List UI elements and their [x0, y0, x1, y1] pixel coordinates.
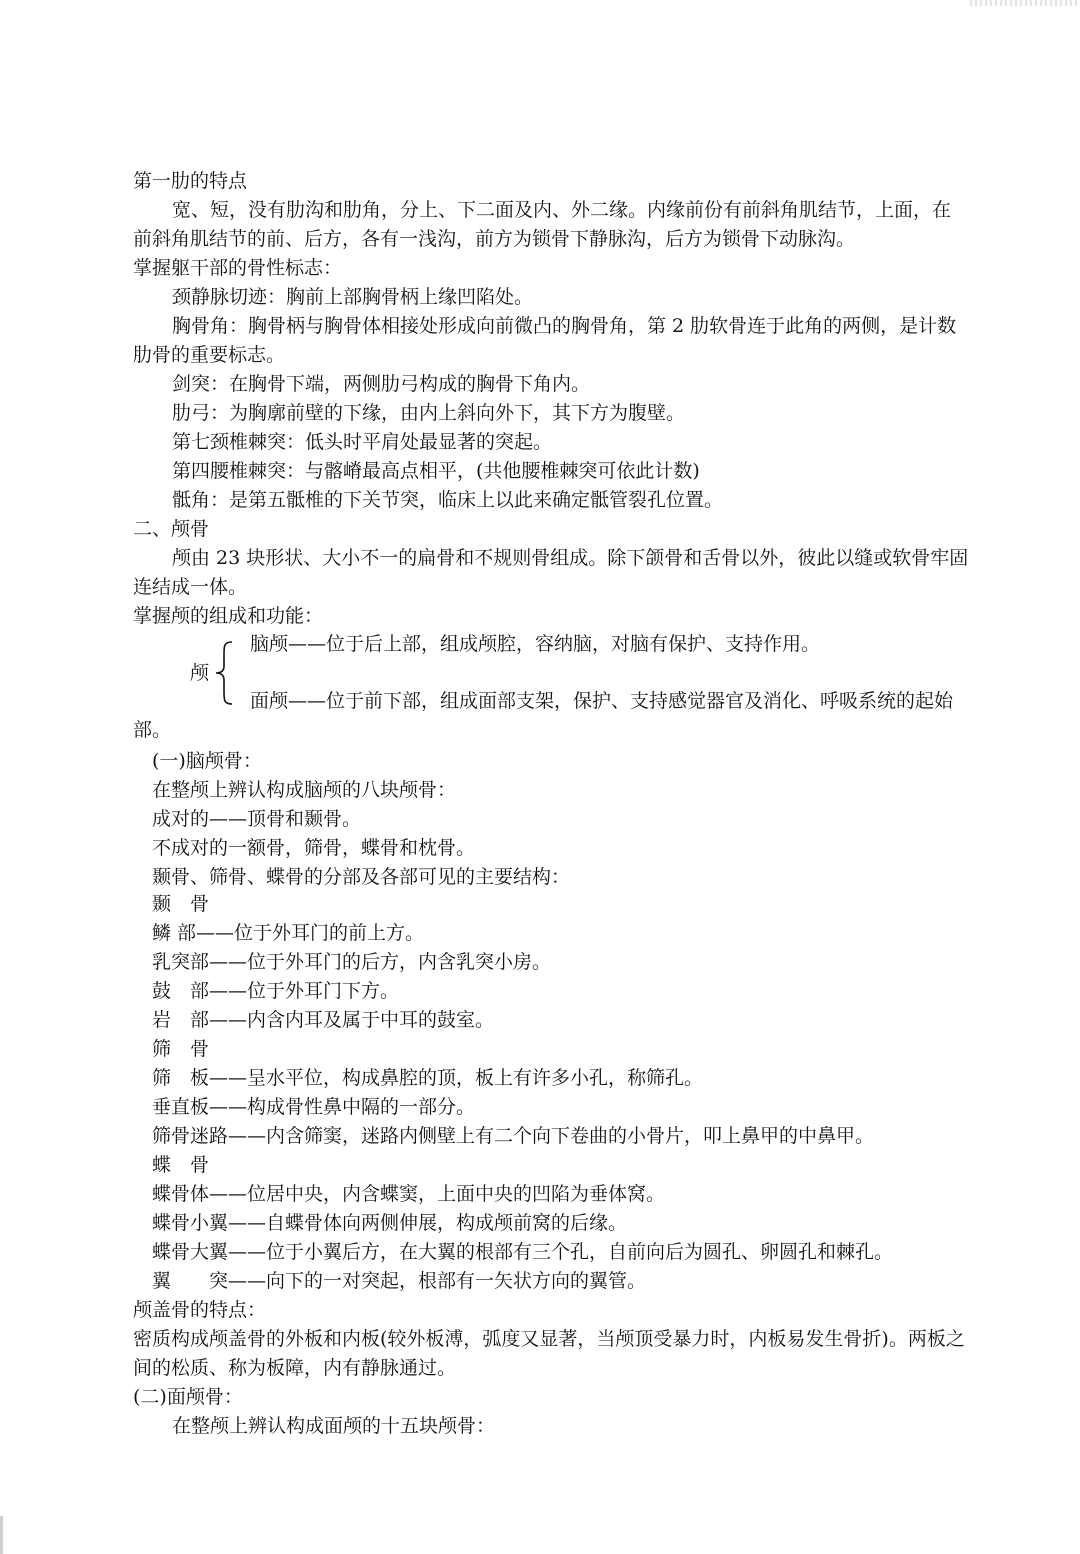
list-item: 剑突：在胸骨下端，两侧肋弓构成的胸骨下角内。: [172, 373, 591, 395]
bone-heading-sphenoid: 蝶 骨: [152, 1154, 210, 1176]
paragraph-line: 颅由 23 块形状、大小不一的扁骨和不规则骨组成。除下颌骨和舌骨以外，彼此以缝或软骨牢固: [172, 547, 969, 569]
heading-first-rib: 第一肋的特点: [133, 170, 248, 192]
curly-brace-icon: [212, 640, 234, 706]
list-item: 垂直板——构成骨性鼻中隔的一部分。: [152, 1096, 476, 1118]
scan-artifact-top: [970, 0, 1080, 6]
bone-heading-temporal: 颞 骨: [152, 893, 210, 915]
paragraph-line: 部。: [133, 719, 172, 741]
list-item: 蝶骨体——位居中央，内含蝶窦，上面中央的凹陷为垂体窝。: [152, 1183, 666, 1205]
list-item: 不成对的一额骨，筛骨，蝶骨和枕骨。: [152, 837, 476, 859]
subsection-heading-neurocranium: (一)脑颅骨：: [152, 750, 262, 772]
subsection-heading-viscerocranium: (二)面颅骨：: [133, 1386, 243, 1408]
paragraph-line: 前斜角肌结节的前、后方，各有一浅沟，前方为锁骨下静脉沟，后方为锁骨下动脉沟。: [133, 228, 856, 250]
paragraph-line: 在整颅上辨认构成面颅的十五块颅骨：: [172, 1415, 496, 1437]
list-item: 第四腰椎棘突：与髂嵴最高点相平，(共他腰椎棘突可依此计数): [172, 460, 700, 482]
heading-skull-composition: 掌握颅的组成和功能：: [133, 605, 324, 627]
section-heading-skull: 二、颅骨: [133, 518, 210, 540]
scan-artifact-left: [0, 1516, 3, 1554]
list-item-continuation: 肋骨的重要标志。: [133, 344, 286, 366]
paragraph-line: 在整颅上辨认构成脑颅的八块颅骨：: [152, 779, 457, 801]
list-item: 鳞 部——位于外耳门的前上方。: [152, 922, 425, 944]
brace-label-skull: 颅: [190, 662, 210, 684]
list-item: 肋弓：为胸廓前壁的下缘，由内上斜向外下，其下方为腹壁。: [172, 402, 686, 424]
heading-trunk-landmarks: 掌握躯干部的骨性标志：: [133, 257, 343, 279]
list-item: 第七颈椎棘突：低头时平肩处最显著的突起。: [172, 431, 553, 453]
paragraph-line: 密质构成颅盖骨的外板和内板(较外板溥，弧度又显著，当颅顶受暴力时，内板易发生骨折)。两板之: [133, 1328, 965, 1350]
list-item: 翼 突——向下的一对突起，根部有一矢状方向的翼管。: [152, 1270, 647, 1292]
paragraph-line: 间的松质、称为板障，内有静脉通过。: [133, 1357, 457, 1379]
brace-item-neurocranium: 脑颅——位于后上部，组成颅腔，容纳脑，对脑有保护、支持作用。: [250, 633, 821, 655]
list-item: 胸骨角：胸骨柄与胸骨体相接处形成向前微凸的胸骨角，第 2 肋软骨连于此角的两侧，是计数: [172, 315, 957, 337]
brace-item-viscerocranium: 面颅——位于前下部，组成面部支架，保护、支持感觉器官及消化、呼吸系统的起始: [250, 690, 954, 712]
list-item: 乳突部——位于外耳门的后方，内含乳突小房。: [152, 951, 552, 973]
paragraph-line: 宽、短，没有肋沟和肋角，分上、下二面及内、外二缘。内缘前份有前斜角肌结节，上面，在: [172, 199, 952, 221]
list-item: 骶角：是第五骶椎的下关节突，临床上以此来确定骶管裂孔位置。: [172, 489, 724, 511]
heading-calvaria: 颅盖骨的特点：: [133, 1299, 267, 1321]
list-item: 蝶骨大翼——位于小翼后方，在大翼的根部有三个孔，自前向后为圆孔、卵圆孔和棘孔。: [152, 1241, 894, 1263]
list-item: 筛骨迷路——内含筛窦，迷路内侧壁上有二个向下卷曲的小骨片，叩上鼻甲的中鼻甲。: [152, 1125, 875, 1147]
bone-heading-ethmoid: 筛 骨: [152, 1038, 210, 1060]
list-item: 筛 板——呈水平位，构成鼻腔的顶，板上有许多小孔，称筛孔。: [152, 1067, 704, 1089]
paragraph-line: 连结成一体。: [133, 576, 248, 598]
list-item: 鼓 部——位于外耳门下方。: [152, 980, 400, 1002]
list-item: 蝶骨小翼——自蝶骨体向两侧伸展，构成颅前窝的后缘。: [152, 1212, 628, 1234]
list-item: 成对的——顶骨和颞骨。: [152, 808, 362, 830]
paragraph-line: 颞骨、筛骨、蝶骨的分部及各部可见的主要结构：: [152, 866, 571, 888]
list-item: 颈静脉切迹：胸前上部胸骨柄上缘凹陷处。: [172, 286, 534, 308]
list-item: 岩 部——内含内耳及属于中耳的鼓室。: [152, 1009, 495, 1031]
